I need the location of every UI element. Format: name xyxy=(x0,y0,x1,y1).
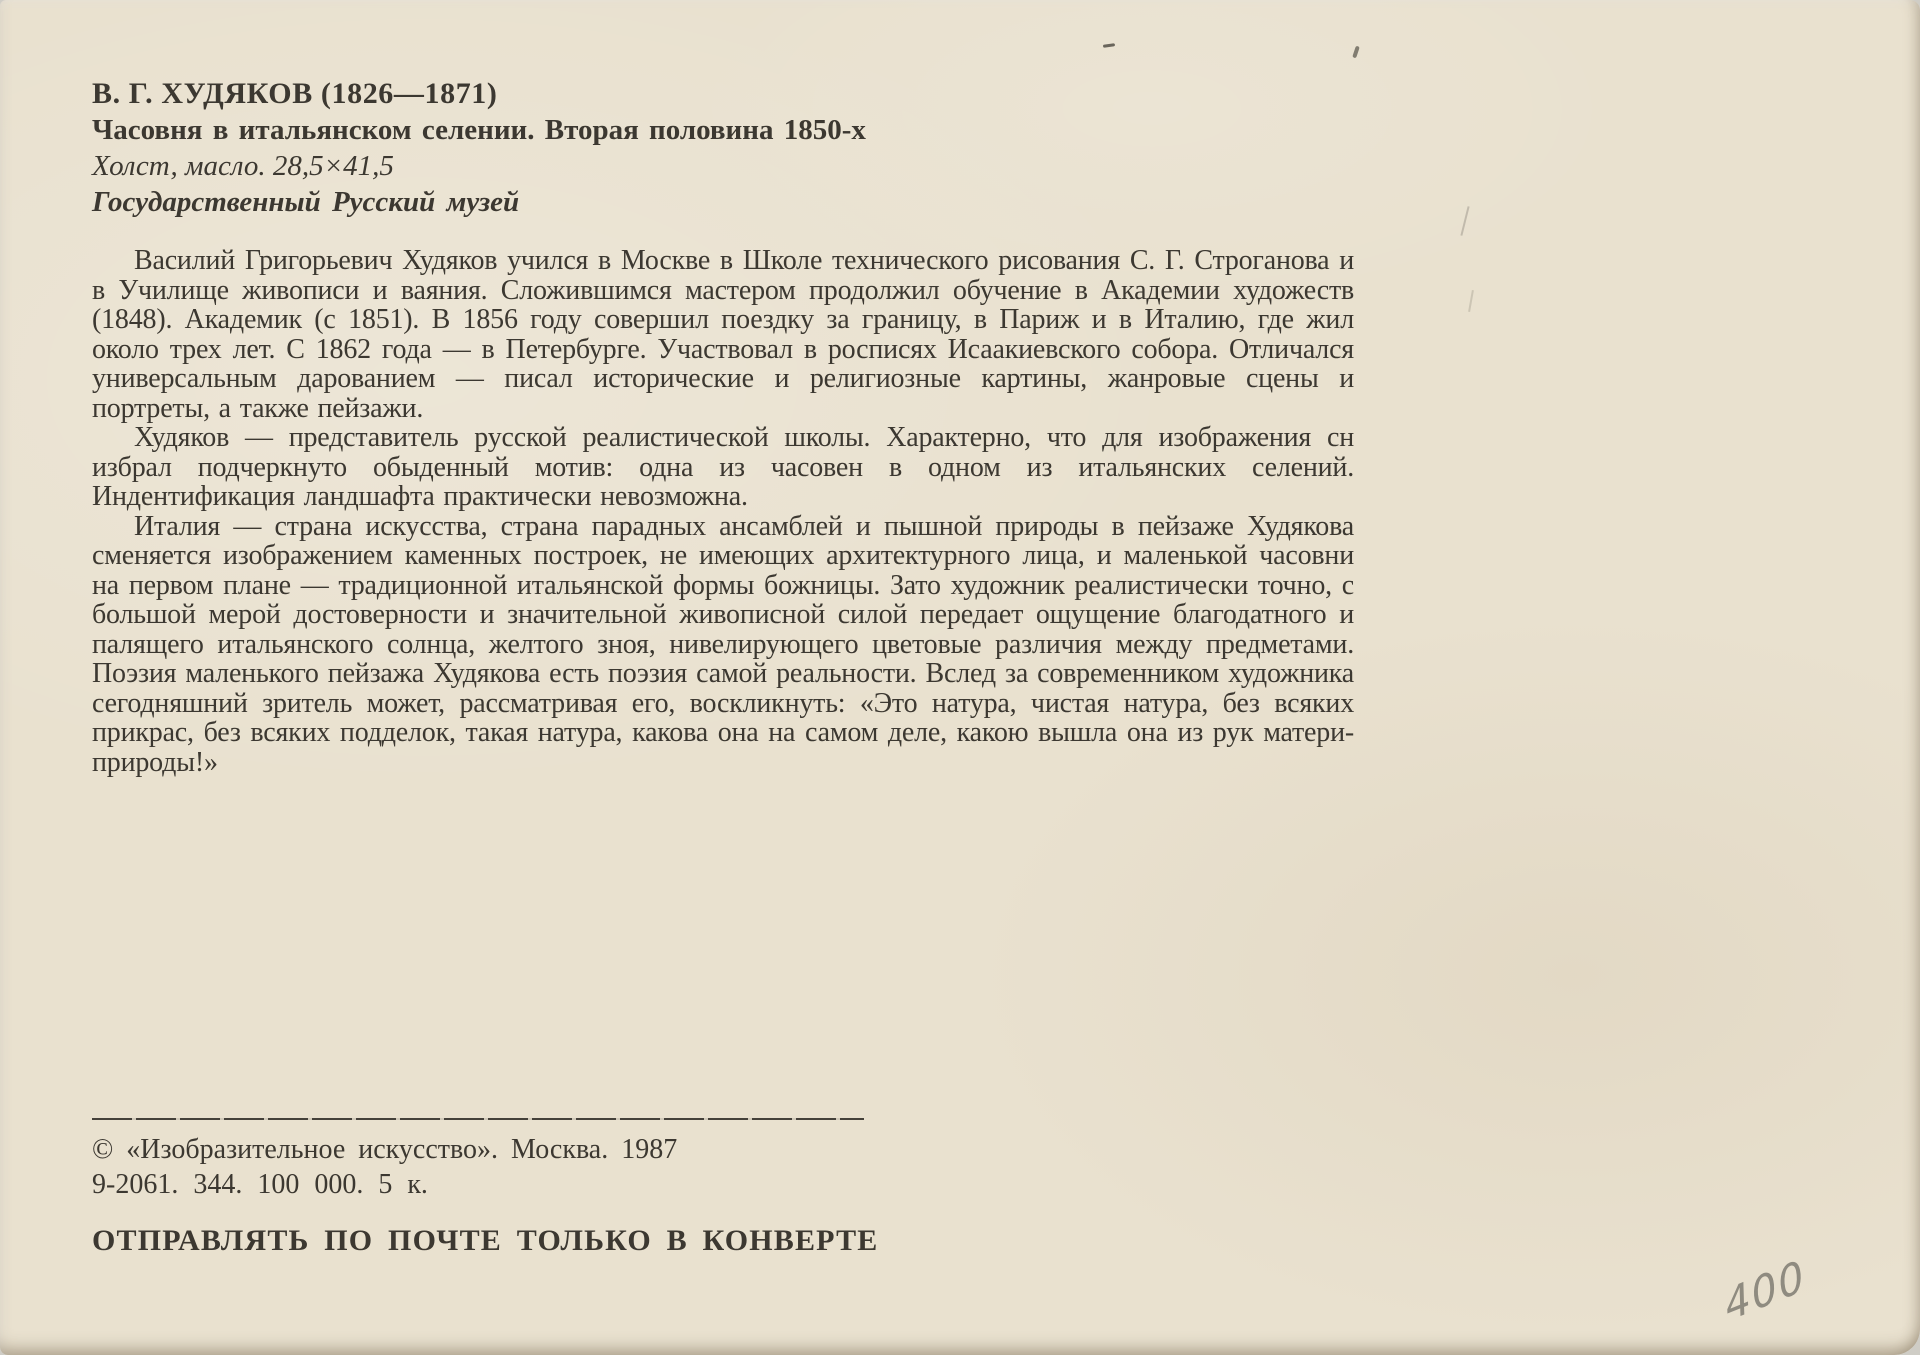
essay-paragraph-biography: Василий Григорьевич Худяков учился в Москве в Школе технического рисования С. Г. Строганова и в Училище живописи и ваяния. Сложившимся мастером продолжил обучение в Академии художеств (1848). Академик (с 1851). В 1856 году совершил поездку за границу, в Париж и в Италию, где жил около трех лет. С 1862 года — в Петербурге. Участвовал в росписях Исаакиевского собора. Отличался универсальным дарованием — писал исторические и религиозные картины, жанровые сцены и портреты, а также пейзажи. xyxy=(92,245,1354,424)
artwork-medium-dimensions: Холст, масло. 28,5×41,5 xyxy=(92,150,394,182)
essay-text xyxy=(92,246,1354,777)
print-code-line: 9-2061. 344. 100 000. 5 к. xyxy=(92,1169,428,1200)
artwork-title: Часовня в итальянском селении. Вторая половина 1850-х xyxy=(92,114,866,146)
paper-scratch xyxy=(1460,206,1469,236)
essay-paragraph-italy: Италия — страна искусства, страна парадных ансамблей и пышной природы в пейзаже Худякова сменяется изображением каменных построек, не имеющих архитектурного лица, и маленькой часовни на первом плане — традиционной итальянской формы божницы. Зато художник реалистически точно, с большой мерой достоверности и значительной живописной силой передает ощущение благодатного и палящего итальянского солнца, желтого зноя, нивелирующего цветовые различия между предметами. Поэзия маленького пейзажа Худякова есть поэзия самой реальности. Вслед за современником художника сегодняшний зритель может, рассматривая его, воскликнуть: «Это натура, чистая натура, без всяких прикрас, без всяких подделок, такая натура, какова она на самом деле, какою вышла она из рук матери-природы!» xyxy=(92,510,1354,778)
divider-rule xyxy=(92,1118,864,1120)
essay-paragraph-realism: Худяков — представитель русской реалистической школы. Характерно, что для изображения сн избрал подчеркнуто обыденный мотив: одна из часовен в одном из итальянских селений. Индентификация ландшафта практически невозможна. xyxy=(92,422,1354,512)
paper-scratch xyxy=(1468,290,1474,312)
handwritten-price-note: 400 xyxy=(1719,1250,1811,1331)
artist-name-and-dates: В. Г. ХУДЯКОВ (1826—1871) xyxy=(92,77,498,110)
imprint-block xyxy=(92,1118,992,1202)
paper-speck xyxy=(1103,43,1115,48)
caption-block xyxy=(92,76,1392,220)
museum-name: Государственный Русский музей xyxy=(92,186,520,218)
paper-speck xyxy=(1352,46,1360,59)
copyright-line: © «Изобразительное искусство». Москва. 1987 xyxy=(92,1134,678,1165)
mail-envelope-notice: ОТПРАВЛЯТЬ ПО ПОЧТЕ ТОЛЬКО В КОНВЕРТЕ xyxy=(92,1224,879,1257)
